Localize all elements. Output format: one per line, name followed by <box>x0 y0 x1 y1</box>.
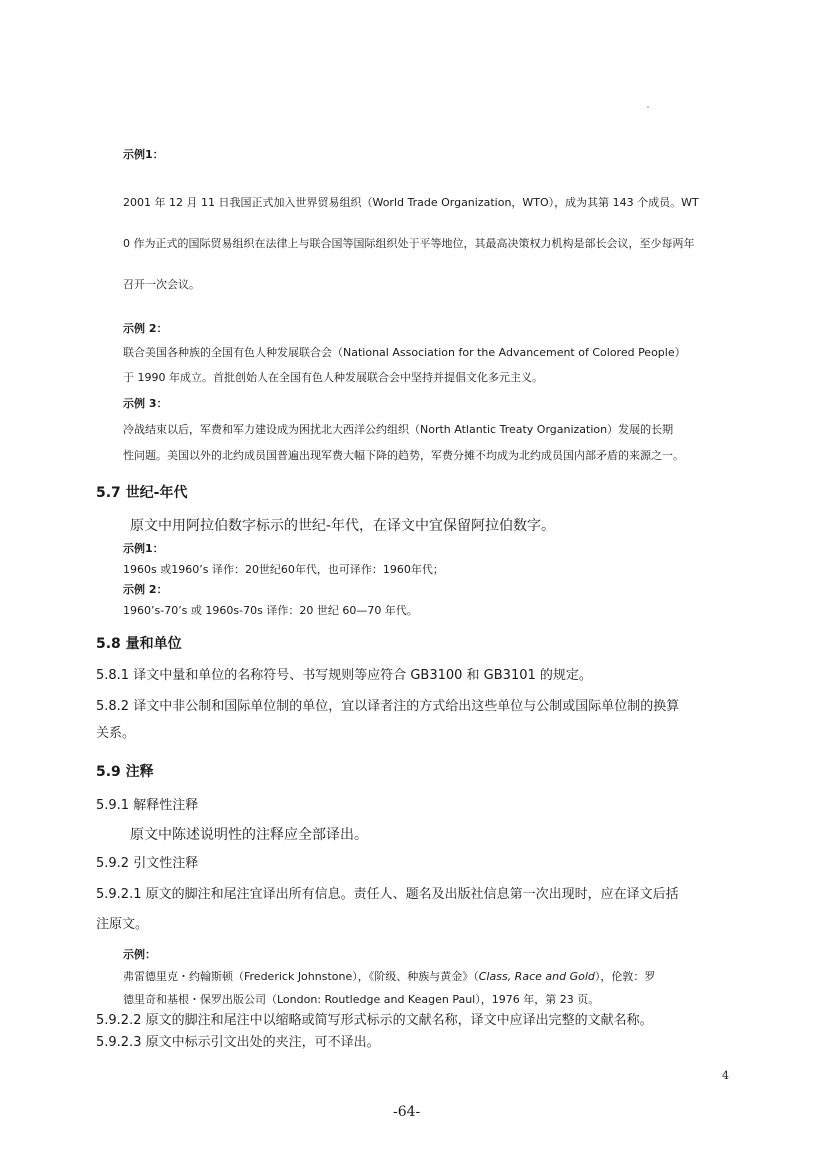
clause-5-9-2-1-line-2: 注原文。 <box>96 917 149 932</box>
example-3-line-1: 冷战结束以后，军费和军力建设成为困扰北大西洋公约组织（North Atlantic Treaty Organization）发展的长期 <box>123 423 674 436</box>
clause-5-9-1-body: 原文中陈述说明性的注释应全部译出。 <box>130 827 368 843</box>
clause-5-8-2-line-2: 关系。 <box>96 726 136 741</box>
section-5-7-heading: 5.7 世纪-年代 <box>96 485 188 501</box>
clause-5-9-2-3: 5.9.2.3 原文中标示引文出处的夹注，可不译出。 <box>96 1035 380 1050</box>
clause-5-8-2-line-1: 5.8.2 译文中非公制和国际单位制的单位，宜以译者注的方式给出这些单位与公制或国际单位制的换算 <box>96 699 680 714</box>
clause-5-9-2-2: 5.9.2.2 原文的脚注和尾注中以缩略或简写形式标示的文献名称，译文中应译出完整的文献名称。 <box>96 1013 653 1028</box>
citation-part-2: ），伦敦：罗 <box>594 970 656 983</box>
section-5-7-example-1-label: 示例1： <box>123 542 164 555</box>
scan-speck <box>647 106 649 108</box>
section-5-7-body: 原文中用阿拉伯数字标示的世纪-年代，在译文中宜保留阿拉伯数字。 <box>130 518 556 534</box>
example-2-line-1: 联合美国各种族的全国有色人种发展联合会（National Association for the Advancement of Colored People） <box>123 346 686 359</box>
clause-5-9-2-1-example-label: 示例： <box>123 948 156 961</box>
page-number: 4 <box>722 1069 729 1082</box>
page-label: -64- <box>393 1104 421 1120</box>
citation-example-line-2: 德里奇和基根・保罗出版公司（London: Routledge and Keagen Paul），1976 年，第 23 页。 <box>123 993 600 1006</box>
example-1-line-2: 0 作为正式的国际贸易组织在法律上与联合国等国际组织处于平等地位，其最高决策权力机构是部长会议，至少每两年 <box>123 237 695 250</box>
clause-5-9-2-heading: 5.9.2 引文性注释 <box>96 856 199 871</box>
section-5-7-example-1-text: 1960s 或1960’s 译作：20世纪60年代，也可译作：1960年代； <box>123 563 444 576</box>
example-2-label: 示例 2： <box>123 322 168 335</box>
clause-5-9-2-1-line-1: 5.9.2.1 原文的脚注和尾注宜译出所有信息。责任人、题名及出版社信息第一次出现时，应在译文后括 <box>96 887 679 902</box>
example-1-line-1: 2001 年 12 月 11 日我国正式加入世界贸易组织（World Trade Organization，WTO），成为其第 143 个成员。WT <box>123 196 699 209</box>
section-5-7-example-2-text: 1960’s-70’s 或 1960s-70s 译作：20 世纪 60—70 年代。 <box>123 604 418 617</box>
section-5-9-heading: 5.9 注释 <box>96 764 154 780</box>
citation-book-title-italic: Class, Race and Gold <box>478 970 595 983</box>
example-3-label: 示例 3： <box>123 397 168 410</box>
clause-5-9-1-heading: 5.9.1 解释性注释 <box>96 798 199 813</box>
section-5-8-heading: 5.8 量和单位 <box>96 636 182 652</box>
example-2-line-2: 于 1990 年成立。首批创始人在全国有色人种发展联合会中坚持并提倡文化多元主义。 <box>123 371 543 384</box>
example-1-line-3: 召开一次会议。 <box>123 278 200 291</box>
clause-5-8-1: 5.8.1 译文中量和单位的名称符号、书写规则等应符合 GB3100 和 GB3101 的规定。 <box>96 668 592 683</box>
example-3-line-2: 性问题。美国以外的北约成员国普遍出现军费大幅下降的趋势，军费分摊不均成为北约成员国内部矛盾的来源之一。 <box>123 449 684 462</box>
section-5-7-example-2-label: 示例 2： <box>123 583 168 596</box>
citation-part-1: 弗雷德里克・约翰斯顿（Frederick Johnstone），《阶级、种族与黄金》（ <box>123 970 479 983</box>
citation-example-line-1 <box>123 971 655 982</box>
example-1-label: 示例1： <box>123 148 164 161</box>
